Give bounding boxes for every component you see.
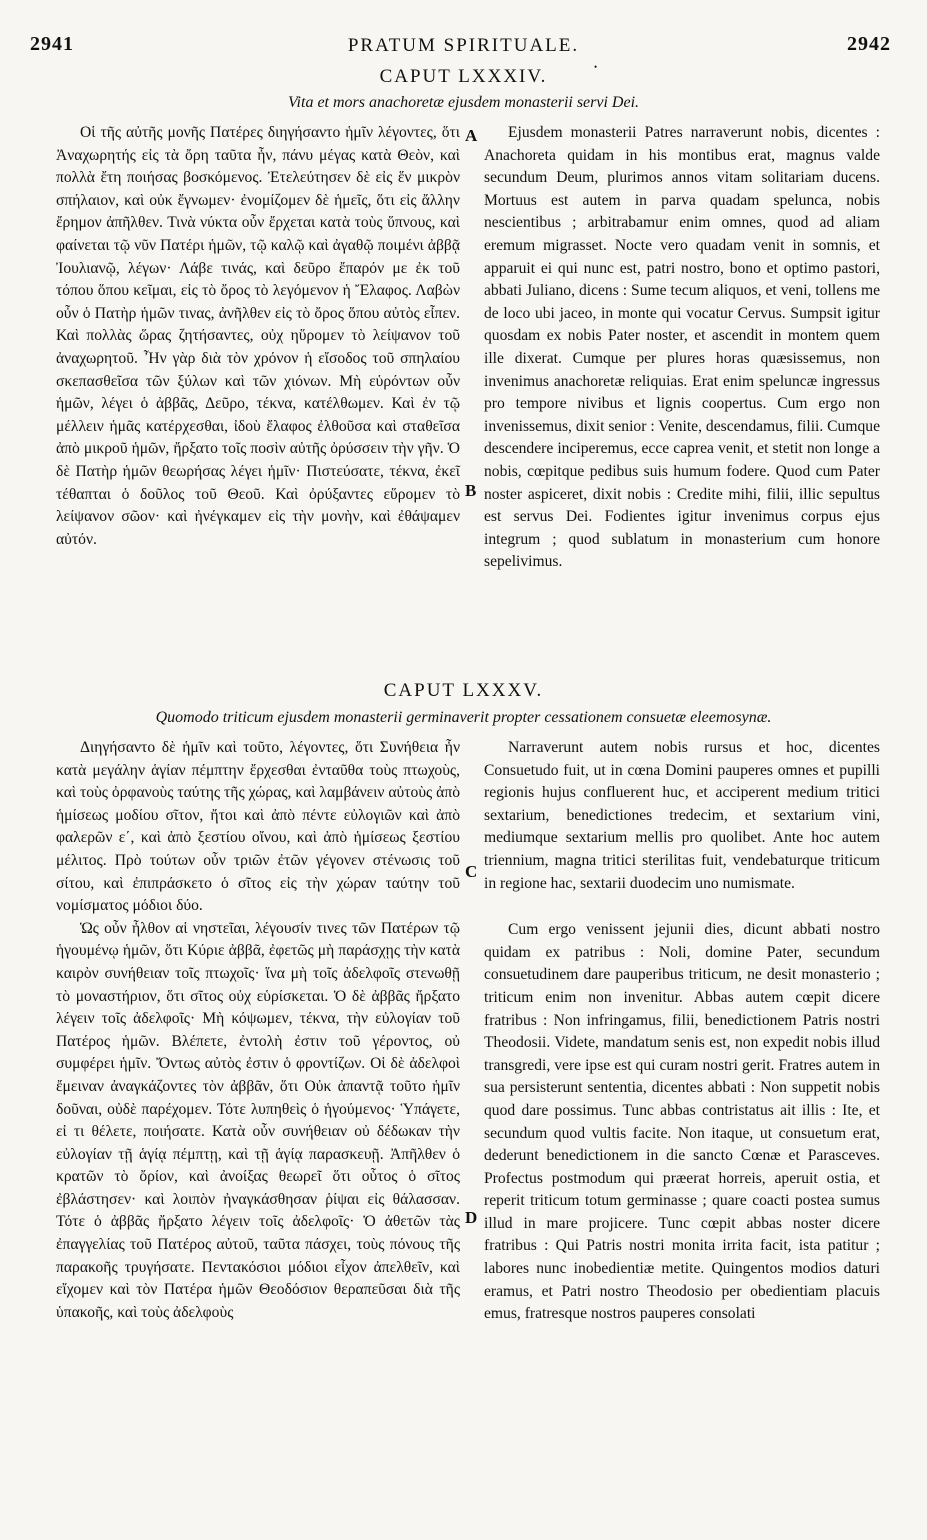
chapter-85-greek-p1: Διηγήσαντο δὲ ἡμῖν καὶ τοῦτο, λέγοντες, ὅτι Συνήθεια ἦν κατὰ μεγάλην ἁγίαν πέμπτην ἔρχεσθαι ἐνταῦθα τοὺς πτωχοὺς, καὶ τοὺς ὀρφανοὺς ταύτης τῆς χώρας, καὶ λαμβάνειν αὐτοὺς ἀπὸ ἡμίσεως μοδίου σῖτον, ἤτοι καὶ ἀπὸ πέντε εὐλογιῶν καὶ ἀπὸ φαλερῶν ε΄, καὶ ἀπὸ ξεστίου οἴνου, καὶ ἀπὸ ἡμίσεως ξεστίου μέλιτος. Πρὸ τούτων οὖν τριῶν ἐτῶν γέγονεν στένωσις τοῦ σίτου, καὶ ἐπιπράσκετο ὁ σῖτος εἰς τὴν χώραν ταύτην τοῦ νομίσματος μόδιοι δύο. <box>56 739 460 915</box>
page-number-right: 2942 <box>847 33 891 55</box>
chapter-85-latin-p1: Narraverunt autem nobis rursus et hoc, dicentes Consuetudo fuit, ut in cœna Domini pauperes omnes et pupilli regionis hujus confluerent huc, et acciperent medium tritici sextarium, benedictiones tredecim, et sextarium vini, mediumque sextarium mellis pro quolibet. Ante hoc autem triennium, magna tritici sterilitas fuit, vendebaturque triticum in regione hac, sextarii duodecim uno numismate. <box>484 739 880 892</box>
margin-letter-d: D <box>465 1208 478 1227</box>
page-header <box>0 33 927 57</box>
chapter-84-greek-text: Οἱ τῆς αὐτῆς μονῆς Πατέρες διηγήσαντο ἡμῖν λέγοντες, ὅτι Ἀναχωρητής εἰς τὰ ὄρη ταῦτα ἦν, πάνυ μέγας κατὰ Θεὸν, καὶ πολλὰ ἔτη ποιήσας βοσκόμενος. Ἐτελεύτησεν δὲ εἰς ἕν μικρὸν σπήλαιον, καὶ οὐκ ἔγνωμεν· ἐνομίζομεν δὲ ἡμεῖς, ὅτι εἰς ἄλλην ἔρημον ἀπῆλθεν. Τινὰ νύκτα οὖν ἔρχεται κατὰ τοὺς ὕπνους, καὶ φαίνεται τῷ νῦν Πατέρι ἡμῶν, τῷ καλῷ καὶ ἀγαθῷ ποιμένι ἀββᾷ Ἰουλιανῷ, λέγων· Λάβε τινάς, καὶ δεῦρο ἔπαρόν με ἐκ τοῦ τόπου ὅπου κεῖμαι, εἰς τὸ ὄρος τὸ λεγόμενον ἡ Ἔλαφος. Λαβὼν οὖν ὁ Πατὴρ ἡμῶν τινας, ἀνῆλθεν εἰς τὸ ὄρος ὅπου αὐτὸς εἶπεν. Καὶ πολλὰς ὥρας ζητήσαντες, οὐχ ηὕρομεν τὸ λείψανον τοῦ ἀναχωρητοῦ. Ἦν γὰρ διὰ τὸν χρόνον ἡ εἴσοδος τοῦ σπηλαίου σκεπασθεῖσα τῶν ξύλων καὶ τῶν χιόνων. Μὴ εὑρόντων οὖν ἡμῶν, λέγει ὁ ἀββᾶς, Δεῦρο, τέκνα, κατέλθωμεν. Καὶ ἐν τῷ μέλλειν ἡμᾶς κατέρχεσθαι, ἰδοὺ ἔλαφος ἐλθοῦσα καὶ σταθεῖσα ἀπὸ μικροῦ ἡμῶν, ἤρξατο τοῖς ποσὶν αὐτῆς ὀρύσσειν τὴν γῆν. Ὁ δὲ Πατὴρ ἡμῶν θεωρήσας λέγει ἡμῖν· Πιστεύσατε, τέκνα, ἐκεῖ τέθαπται ὁ δοῦλος τοῦ Θεοῦ. Καὶ ὀρύξαντες εὕρομεν τὸ λείψανον σῶον· καὶ ἠνέγκαμεν εἰς τὴν μονὴν, καὶ ἐθάψαμεν αὐτόν. <box>56 124 460 548</box>
margin-letter-b: B <box>465 481 477 500</box>
chapter-84-latin-column <box>484 122 880 574</box>
chapter-85-subtitle: Quomodo triticum ejusdem monasterii germinaverit propter cessationem consuetæ eleemosynæ. <box>155 709 772 726</box>
chapter-85-greek-p2: Ὡς οὖν ἦλθον αἱ νηστεῖαι, λέγουσίν τινες τῶν Πατέρων τῷ ἡγουμένῳ ἡμῶν, ὅτι Κύριε ἀββᾶ, ἐφετῶς μὴ παράσχῃς τὴν κατὰ καιρὸν συνήθειαν τοῖς πτωχοῖς· ἵνα μὴ τοῖς ἀδελφοῖς στενωθῇ τὸ μοναστήριον, ὅτι σῖτος οὐχ εὑρίσκεται. Ὁ δὲ ἀββᾶς ἤρξατο λέγειν τοῖς ἀδελφοῖς· Μὴ κόψωμεν, τέκνα, τὴν εὐλογίαν τοῦ Πατέρος ἡμῶν. Βλέπετε, ἐντολὴ ἐστιν τοῦ γέροντος, οὐ συμφέρει ἡμῖν. Ὄντως αὐτὸς ἐστιν ὁ φροντίζων. Οἱ δὲ ἀδελφοὶ ἔμειναν ἀναγκάζοντες τὸν ἀββᾶν, ὅτι Οὐκ ἀπαντᾷ τοῦτο ἡμῖν δοῦναι, οὐδὲ παρέχομεν. Τότε λυπηθεὶς ὁ ἡγούμενος· Ὑπάγετε, εἰ τι θέλετε, ποιήσατε. Κατὰ οὖν συνήθειαν οὐ δέδωκαν τὴν εὐλογίαν τῇ ἁγίᾳ πέμπτῃ, καὶ τῇ ἁγίᾳ παρασκευῇ. Ἀπῆλθεν ὁ κρατῶν τὸ ὄρίον, καὶ ἀνοίξας θεωρεῖ ὅτι οὗτος ὁ σῖτος ἐβλάστησεν· καὶ λοιπὸν ἠναγκάσθησαν ῥίψαι εἰς θάλασσαν. Τότε ὁ ἀββᾶς ἤρξατο λέγειν τοῖς ἀδελφοῖς· Ὁ ἀθετῶν τὰς ἐπαγγελίας τοῦ Πατέρος αὐτοῦ, ταῦτα πάσχει, τοὺς πόνους τῆς παρακοῆς τρυγήσατε. Πεντακόσιοι μόδιοι εἶχον ἀπελθεῖν, καὶ εἴχομεν καὶ τὸν Πατέρα ἡμῶν Θεοδόσιον θεραπεῦσαι διὰ τῆς ὑπακοῆς, καὶ τοὺς ἀδελφοὺς <box>56 919 460 1321</box>
running-title: PRATUM SPIRITUALE. <box>347 35 580 56</box>
margin-letter-a: A <box>465 126 478 145</box>
chapter-84-greek-column <box>56 122 460 551</box>
chapter-85-latin-p2: Cum ergo venissent jejunii dies, dicunt abbati nostro quidam ex patribus : Noli, domine Pater, secundum consuetudinem dare pauperibus triticum, ne desit monasterio ; triticum enim non invenitur. Abbas autem cœpit dicere fratribus : Non infringamus, filii, benedictionem Patris nostri Theodosii. Videte, mandatum senis est, non expedit nobis illud transgredi, vere ipse est qui curam nostri gerit. Fratres autem in sua persisterunt sententia, dicentes abbati : Non suppetit nobis quod dare possimus. Tunc abbas contristatus ait illis : Ite, et secundum quod vultis facite. Non itaque, ut consuetum erat, dederunt benedictionem in die sancto Cœnæ et Parasceves. Profectus postmodum qui præerat horreis, aperuit ostia, et reperit triticum totum germinasse ; quare coacti postea sumus illud in mare projicere. Tunc cœpit abbas noster dicere fratribus : Qui Patris nostri monita irrita facit, ista patitur ; labores nunc inobedientiæ metite. Quingentos modios daturi eramus, et Patri nostro Theodosio per obedientiam placuis emus, fratresque nostros pauperes consolati <box>484 921 880 1323</box>
chapter-85-latin-column <box>484 737 880 1326</box>
chapter-84-title: CAPUT LXXXIV. <box>379 66 548 87</box>
margin-letter-c: C <box>465 862 478 881</box>
chapter-85-greek-column <box>56 737 460 1324</box>
chapter-84-latin-text: Ejusdem monasterii Patres narraverunt nobis, dicentes : Anachoreta quidam in his montibus erat, magnus valde secundum Deum, plurimos annos vitam solitariam ducens. Mortuus est autem in parva quadam spelunca, nobis nescientibus ; arbitrabamur enim omnes, quod ad aliam eremum migrasset. Nocte vero quadam venit in somnis, et apparuit ei qui nunc est, patri nostro, bono et optimo pastori, abbati Juliano, dicens : Sume tecum aliquos, et veni, tollens me de loco ubi jaceo, in monte qui vocatur Cervus. Sumpsit igitur quosdam ex nobis Pater noster, et ascendit in montem quem ille dixerat. Cumque per plures horas quæsissemus, non invenimus anachoretæ reliquias. Erat enim speluncæ ingressus pro tempore nivibus et lignis coopertus. Cum ergo non invenissemus, dixit senior : Venite, descendamus, filii. Cumque descendere inciperemus, ecce caprea venit, et stetit non longe a nobis, cœpitque pedibus suis humum fodere. Quod cum Pater noster aspiceret, dixit nobis : Credite mihi, filii, illic sepultus est servus Dei. Fodientes igitur invenimus corpus ejus integrum ; quod sublatum in monasterium cum honore sepelivimus. <box>484 124 881 571</box>
page-number-left: 2941 <box>30 33 74 55</box>
ink-speck: • <box>594 62 598 72</box>
chapter-84-subtitle: Vita et mors anachoretæ ejusdem monasterii servi Dei. <box>287 94 640 111</box>
chapter-85-title: CAPUT LXXXV. <box>383 680 544 701</box>
